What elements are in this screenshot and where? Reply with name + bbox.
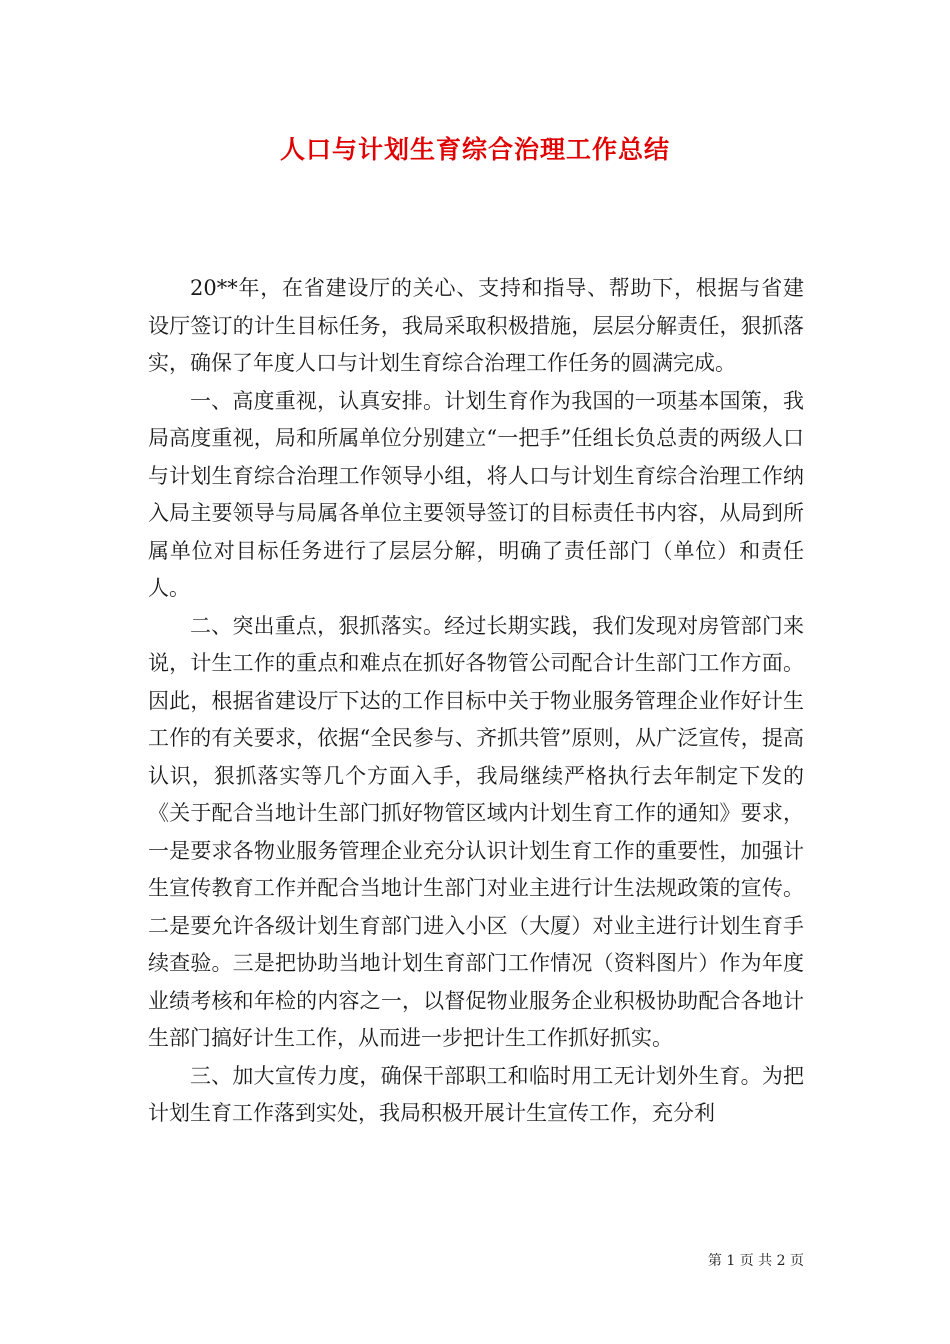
document-title: 人口与计划生育综合治理工作总结	[279, 135, 670, 164]
paragraph-section-3: 三、加大宣传力度，确保干部职工和临时用工无计划外生育。为把计划生育工作落到实处，我局积极开展计生宣传工作，充分利	[148, 1063, 804, 1125]
document-body	[148, 270, 804, 1133]
page-number: 第 1 页 共 2 页	[707, 1253, 804, 1269]
paragraph-intro: 20**年，在省建设厅的关心、支持和指导、帮助下，根据与省建设厅签订的计生目标任务，我局采取积极措施，层层分解责任，狠抓落实，确保了年度人口与计划生育综合治理工作任务的圆满完成。	[148, 276, 804, 375]
paragraph-section-2: 二、突出重点，狠抓落实。经过长期实践，我们发现对房管部门来说，计生工作的重点和难点在抓好各物管公司配合计生部门工作方面。因此，根据省建设厅下达的工作目标中关于物业服务管理企业作好计生工作的有关要求，依据“全民参与、齐抓共管”原则，从广泛宣传，提高认识，狠抓落实等几个方面入手，我局继续严格执行去年制定下发的《关于配合当地计生部门抓好物管区域内计划生育工作的通知》要求，一是要求各物业服务管理企业充分认识计划生育工作的重要性，加强计生宣传教育工作并配合当地计生部门对业主进行计生法规政策的宣传。二是要允许各级计划生育部门进入小区（大厦）对业主进行计划生育手续查验。三是把协助当地计划生育部门工作情况（资料图片）作为年度业绩考核和年检的内容之一，以督促物业服务企业积极协助配合各地计生部门搞好计生工作，从而进一步把计生工作抓好抓实。	[148, 613, 804, 1050]
paragraph-section-1: 一、高度重视，认真安排。计划生育作为我国的一项基本国策，我局高度重视，局和所属单位分别建立“一把手”任组长负总责的两级人口与计划生育综合治理工作领导小组，将人口与计划生育综合治理工作纳入局主要领导与局属各单位主要领导签订的目标责任书内容，从局到所属单位对目标任务进行了层层分解，明确了责任部门（单位）和责任人。	[148, 388, 804, 600]
